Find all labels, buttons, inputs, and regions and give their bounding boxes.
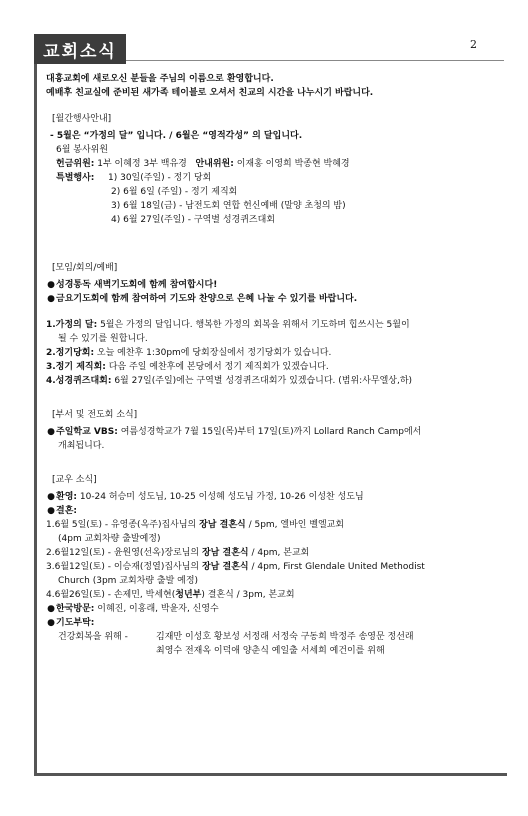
item-text: 다음 주일 예찬후에 본당에서 정기 제직회가 있겠습니다. xyxy=(105,362,329,372)
wedding-highlight: 장남 결혼식 xyxy=(201,548,249,558)
prayer-list xyxy=(58,630,498,658)
wedding-detail: / 4pm, First Glendale United Methodist xyxy=(248,562,425,572)
special-item: 3) 6월 18일(금) - 남전도회 연합 헌신예배 (말양 초청의 밤) xyxy=(111,201,346,211)
bullet-text: 성경통독 새벽기도회에 함께 참여합시다! xyxy=(56,280,218,290)
page-number: 2 xyxy=(470,38,477,51)
prayer-item xyxy=(46,616,498,630)
wedding-label: 결혼: xyxy=(56,506,77,516)
section-heading-members: [교우 소식] xyxy=(52,475,97,485)
wedding-item xyxy=(46,504,498,518)
meeting-item xyxy=(46,374,498,388)
visit-label: 한국방문: xyxy=(56,604,95,614)
special-item: 1) 30일(주일) - 정기 당회 xyxy=(108,173,212,183)
wedding-text: 2.6월12일(토) - 윤원영(선옥)장로님의 xyxy=(46,548,202,558)
wedding-highlight: 청년부 xyxy=(175,590,202,600)
wedding-continuation: (4pm 교회차량 출발예정) xyxy=(58,534,161,544)
offering-label: 헌금위원: xyxy=(56,159,95,169)
prayer-names: 김재만 이성호 황보성 서정래 서정숙 구동희 박정주 송영문 정선래 xyxy=(156,632,414,642)
header-rule xyxy=(126,60,504,61)
item-text: 오늘 예찬후 1:30pm에 당회장실에서 정기당회가 있습니다. xyxy=(94,348,332,358)
wedding-text: 4.6월26일(토) - 손제민, 박세현( xyxy=(46,590,176,600)
bullet-text: 금요기도회에 함께 참여하여 기도와 찬양으로 은혜 나눌 수 있기를 바랍니다. xyxy=(56,294,358,304)
welcome-intro xyxy=(46,72,498,100)
prayer-label: 기도부탁: xyxy=(56,618,95,628)
prayer-names: 최영수 전재옥 이덕애 양춘식 예일출 서세희 예건이를 위해 xyxy=(156,646,385,656)
meeting-bullet xyxy=(46,278,498,292)
special-label: 특별행사: xyxy=(56,173,95,183)
wedding-continuation: Church (3pm 교회차량 출발 예정) xyxy=(58,576,199,586)
wedding-highlight: 장남 결혼식 xyxy=(199,520,246,530)
item-text: 6월 27일(주일)에는 구역별 성경퀴즈대회가 있겠습니다. (범위:사무엘상,하) xyxy=(111,376,413,386)
service-title: 6월 봉사위원 xyxy=(56,145,109,155)
item-label: 2.정기당회: xyxy=(46,348,95,358)
section-heading-meetings: [모임/회의/예배] xyxy=(52,263,118,273)
intro-line: 대흥교회에 새로오신 분들을 주님의 이름으로 환영합니다. xyxy=(46,74,274,84)
bullet-icon: ● xyxy=(47,280,55,290)
wedding-highlight: 장남 결혼식 xyxy=(201,562,249,572)
special-item: 2) 6월 6일 (주일) - 정기 제직회 xyxy=(111,187,238,197)
wedding-entry xyxy=(46,588,498,602)
welcome-label: 환영: xyxy=(56,492,77,502)
wedding-entry xyxy=(46,560,498,574)
item-text: 5월은 가정의 달입니다. 행복한 가정의 회복을 위해서 기도하며 힙쓰시는 5월이 xyxy=(97,320,410,330)
offering-value: 1부 이혜정 3부 백유경 xyxy=(97,159,187,169)
bullet-icon: ● xyxy=(47,427,55,437)
meeting-item xyxy=(46,318,498,332)
usher-value: 이재홍 이영희 박종현 박혜경 xyxy=(236,159,350,169)
usher-label: 안내위원: xyxy=(195,159,234,169)
bullet-icon: ● xyxy=(47,492,55,502)
wedding-detail: / 4pm, 본교회 xyxy=(248,548,310,558)
welcome-text: 10-24 허승미 성도님, 10-25 이성혜 성도님 가정, 10-26 이성찬 성도님 xyxy=(77,492,364,502)
item-label: 1.가정의 달: xyxy=(46,320,98,330)
visit-item xyxy=(46,602,498,616)
section-heading-dept: [부서 및 전도회 소식] xyxy=(52,410,138,420)
bullet-icon: ● xyxy=(47,618,55,628)
prayer-row-label: 건강회복을 위해 - xyxy=(58,632,128,642)
wedding-entry xyxy=(46,518,498,532)
meeting-item xyxy=(46,360,498,374)
vbs-item xyxy=(46,425,498,439)
bullet-icon: ● xyxy=(47,604,55,614)
bullet-icon: ● xyxy=(47,506,55,516)
vbs-label: 주일학교 VBS: xyxy=(56,427,118,437)
bullet-icon: ● xyxy=(47,294,55,304)
section-heading-monthly: [월간행사안내] xyxy=(52,114,112,124)
meeting-bullet xyxy=(46,292,498,306)
vbs-continuation: 개최됩니다. xyxy=(58,441,105,451)
intro-line: 예배후 친교실에 준비된 새가족 테이블로 오셔서 친교의 시간을 나누시기 바랍니다. xyxy=(46,88,374,98)
item-label: 4.성경퀴즈대회: xyxy=(46,376,112,386)
item-label: 3.정기 제직회: xyxy=(46,362,106,372)
wedding-text: 1.6월 5일(토) - 유영종(옥주)집사님의 xyxy=(46,520,200,530)
section-title: 교회소식 xyxy=(34,34,126,64)
vbs-text: 여름성경학교가 7월 15일(목)부터 17일(토)까지 Lollard Ranch Camp에서 xyxy=(117,427,422,437)
monthly-theme: - 5월은 “가정의 달” 입니다. / 6월은 “영적각성” 의 달입니다. xyxy=(50,131,303,141)
wedding-text: 3.6월12일(토) - 이승재(정열)집사님의 xyxy=(46,562,202,572)
news-content xyxy=(46,72,498,658)
wedding-detail: / 5pm, 엘바인 벨엘교회 xyxy=(245,520,345,530)
meeting-item xyxy=(46,346,498,360)
special-events xyxy=(56,171,498,227)
visit-text: 이혜진, 이홍래, 박윤자, 신영수 xyxy=(94,604,219,614)
item-continuation: 될 수 있기를 원합니다. xyxy=(58,334,148,344)
welcome-item xyxy=(46,490,498,504)
wedding-entry xyxy=(46,546,498,560)
wedding-detail: ) 결혼식 / 3pm, 본교회 xyxy=(201,590,295,600)
special-item: 4) 6월 27일(주일) - 구역별 성경퀴즈대회 xyxy=(111,215,276,225)
committee-line xyxy=(56,157,498,171)
